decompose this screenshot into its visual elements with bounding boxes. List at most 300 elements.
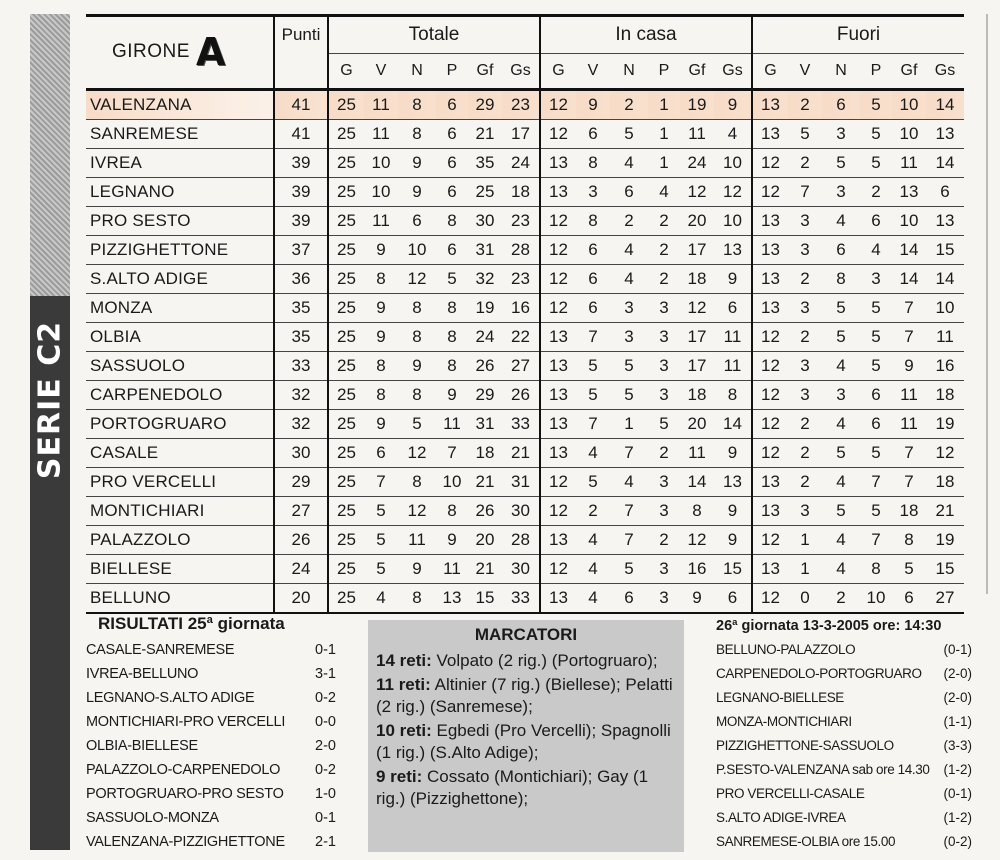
stat-casa-cell: 12 <box>687 530 707 549</box>
stat-totale-cell: 6 <box>412 211 422 230</box>
stat-casa-cell: 12 <box>540 294 576 323</box>
stat-fuori-cell: 5 <box>871 298 881 317</box>
stat-totale-cell: 25 <box>328 265 364 294</box>
stat-totale-cell: 25 <box>475 182 495 201</box>
stat-casa-cell: 5 <box>624 356 634 375</box>
stat-casa-cell: 5 <box>624 124 634 143</box>
group-header-fuori: Fuori <box>752 16 964 54</box>
result-row <box>86 710 336 734</box>
stat-casa-cell: 14 <box>687 472 707 491</box>
stat-fuori-cell: 4 <box>836 356 846 375</box>
stat-casa-cell: 6 <box>727 298 738 317</box>
stat-casa-cell: 13 <box>540 178 576 207</box>
stat-casa-cell: 9 <box>692 588 702 607</box>
table-row <box>86 265 964 294</box>
stat-casa-cell: 12 <box>540 120 576 149</box>
scorers-group <box>376 720 676 764</box>
stat-casa-cell: 13 <box>540 381 576 410</box>
stat-fuori-cell: 13 <box>752 207 788 236</box>
stat-header-totale-gf: Gf <box>476 62 494 79</box>
stat-fuori-cell: 6 <box>871 385 881 404</box>
stat-casa-cell: 11 <box>688 124 706 143</box>
stat-totale-cell: 11 <box>372 124 390 143</box>
stat-totale-cell: 7 <box>376 472 386 491</box>
stat-casa-cell: 7 <box>588 414 598 433</box>
result-score: 1-0 <box>315 786 336 802</box>
stat-casa-cell: 18 <box>687 269 707 288</box>
stat-totale-cell: 8 <box>447 327 457 346</box>
stat-totale-cell: 25 <box>328 439 364 468</box>
scorers-goals-label: 14 reti: <box>376 651 432 670</box>
stat-totale-cell: 19 <box>475 298 495 317</box>
result-score: 0-2 <box>315 690 336 706</box>
stat-casa-cell: 1 <box>648 90 680 120</box>
stat-totale-cell: 24 <box>475 327 495 346</box>
stat-fuori-cell: 18 <box>935 472 955 491</box>
results-title: RISULTATI 25ª giornata <box>98 614 285 633</box>
stat-totale-cell: 9 <box>376 414 386 433</box>
stat-header-fuori-n: N <box>835 62 847 79</box>
stat-totale-cell: 5 <box>412 414 422 433</box>
stat-fuori-cell: 3 <box>800 356 810 375</box>
scorers-panel <box>368 620 684 852</box>
stat-header-fuori-g: G <box>752 54 788 90</box>
stat-totale-cell: 8 <box>412 472 422 491</box>
stat-totale-cell: 32 <box>475 269 495 288</box>
stat-casa-cell: 9 <box>727 443 738 462</box>
stat-totale-cell: 26 <box>511 385 530 404</box>
result-match: PALAZZOLO-CARPENEDOLO <box>86 762 281 778</box>
stat-fuori-cell: 4 <box>836 530 846 549</box>
stat-casa-cell: 14 <box>723 414 742 433</box>
stat-fuori-cell: 16 <box>935 356 955 375</box>
stat-casa-cell: 13 <box>540 149 576 178</box>
stat-fuori-cell: 13 <box>752 236 788 265</box>
stat-fuori-cell: 5 <box>871 327 881 346</box>
stat-fuori-cell: 4 <box>836 472 846 491</box>
result-match: IVREA-BELLUNO <box>86 666 199 682</box>
result-row <box>86 734 336 758</box>
stat-fuori-cell: 7 <box>904 298 914 317</box>
stat-fuori-cell: 15 <box>935 559 955 578</box>
stat-fuori-cell: 3 <box>871 269 881 288</box>
stat-fuori-cell: 7 <box>871 472 881 491</box>
next-match: BELLUNO-PALAZZOLO <box>716 642 856 657</box>
stat-casa-cell: 3 <box>588 182 598 201</box>
team-name: IVREA <box>90 153 143 172</box>
stat-fuori-cell: 5 <box>836 298 846 317</box>
stat-totale-cell: 13 <box>442 588 462 607</box>
stat-casa-cell: 2 <box>659 240 669 259</box>
team-points: 41 <box>274 120 328 149</box>
result-row <box>86 830 336 854</box>
stat-casa-cell: 17 <box>687 327 707 346</box>
stat-totale-cell: 16 <box>511 298 530 317</box>
stat-fuori-cell: 13 <box>752 497 788 526</box>
next-match-row <box>716 686 972 710</box>
stat-fuori-cell: 10 <box>935 298 955 317</box>
stat-fuori-cell: 1 <box>800 559 810 578</box>
stat-casa-cell: 4 <box>624 269 634 288</box>
stat-fuori-cell: 2 <box>800 327 810 346</box>
stat-fuori-cell: 3 <box>836 124 846 143</box>
group-header-in-casa: In casa <box>540 16 752 54</box>
next-match: PIZZIGHETTONE-SASSUOLO <box>716 738 894 753</box>
stat-casa-cell: 3 <box>659 327 669 346</box>
stat-fuori-cell: 13 <box>935 211 955 230</box>
stat-casa-cell: 9 <box>727 501 738 520</box>
previous-result: (1-1) <box>943 714 972 729</box>
next-match-row <box>716 662 972 686</box>
stat-totale-cell: 23 <box>502 90 540 120</box>
stat-casa-cell: 12 <box>687 182 707 201</box>
stat-fuori-cell: 5 <box>836 327 846 346</box>
stat-totale-cell: 5 <box>376 559 386 578</box>
stat-fuori-cell: 18 <box>935 385 955 404</box>
stat-casa-cell: 3 <box>659 588 669 607</box>
stat-totale-cell: 33 <box>511 588 530 607</box>
stat-totale-cell: 33 <box>511 414 530 433</box>
team-points: 24 <box>274 555 328 584</box>
scorers-names: Volpato (2 rig.) (Portogruaro); <box>436 651 658 670</box>
stat-fuori-cell: 11 <box>900 385 918 404</box>
stat-totale-cell: 9 <box>412 356 422 375</box>
team-name: SASSUOLO <box>90 356 186 375</box>
stat-totale-cell: 12 <box>407 269 427 288</box>
next-match-row <box>716 710 972 734</box>
previous-result: (3-3) <box>943 738 972 753</box>
stat-fuori-cell: 3 <box>800 385 810 404</box>
team-points: 20 <box>274 584 328 614</box>
stat-totale-cell: 6 <box>447 240 457 259</box>
team-name: S.ALTO ADIGE <box>90 269 208 288</box>
stat-casa-cell: 16 <box>687 559 707 578</box>
stat-totale-cell: 10 <box>371 153 391 172</box>
stat-totale-cell: 25 <box>328 120 364 149</box>
stat-casa-cell: 6 <box>588 298 598 317</box>
stat-casa-cell: 5 <box>624 385 634 404</box>
result-row <box>86 782 336 806</box>
stat-casa-cell: 13 <box>723 472 742 491</box>
stat-totale-cell: 30 <box>511 559 530 578</box>
team-name: CARPENEDOLO <box>90 385 223 404</box>
team-points: 39 <box>274 207 328 236</box>
result-score: 2-0 <box>315 738 336 754</box>
stat-totale-cell: 17 <box>511 124 530 143</box>
team-points: 33 <box>274 352 328 381</box>
stat-totale-cell: 21 <box>475 472 495 491</box>
table-row <box>86 323 964 352</box>
result-match: VALENZANA-PIZZIGHETTONE <box>86 834 285 850</box>
stat-fuori-cell: 11 <box>936 327 954 346</box>
stat-fuori-cell: 4 <box>836 414 846 433</box>
stat-fuori-cell: 2 <box>800 153 810 172</box>
stat-casa-cell: 8 <box>588 211 598 230</box>
result-row <box>86 686 336 710</box>
next-match-row <box>716 830 972 854</box>
result-row <box>86 638 336 662</box>
stat-totale-cell: 11 <box>443 559 461 578</box>
team-name: VALENZANA <box>86 90 274 120</box>
next-match: S.ALTO ADIGE-IVREA <box>716 810 846 825</box>
stat-casa-cell: 10 <box>723 153 742 172</box>
stat-totale-cell: 8 <box>398 90 436 120</box>
stat-fuori-cell: 2 <box>871 182 881 201</box>
table-row <box>86 120 964 149</box>
stat-casa-cell: 2 <box>659 443 669 462</box>
stat-fuori-cell: 5 <box>871 356 881 375</box>
next-match-row <box>716 638 972 662</box>
next-match: P.SESTO-VALENZANA sab ore 14.30 <box>716 762 930 777</box>
stat-fuori-cell: 8 <box>836 269 846 288</box>
stat-casa-cell: 12 <box>540 468 576 497</box>
result-match: OLBIA-BIELLESE <box>86 738 198 754</box>
table-row <box>86 439 964 468</box>
next-match: PRO VERCELLI-CASALE <box>716 786 865 801</box>
stat-casa-cell: 1 <box>624 414 634 433</box>
stat-fuori-cell: 12 <box>752 439 788 468</box>
stat-header-totale-gs: Gs <box>510 62 531 79</box>
stat-fuori-cell: 7 <box>904 327 914 346</box>
stat-fuori-cell: 6 <box>822 90 860 120</box>
stat-fuori-cell: 5 <box>871 501 881 520</box>
table-row <box>86 410 964 439</box>
stat-header-fuori-gs: Gs <box>934 62 956 79</box>
stat-casa-cell: 13 <box>540 439 576 468</box>
stat-casa-cell: 7 <box>624 530 634 549</box>
next-match-row <box>716 806 972 830</box>
stat-fuori-cell: 18 <box>899 501 919 520</box>
stat-casa-cell: 3 <box>659 356 669 375</box>
stat-fuori-cell: 10 <box>899 211 919 230</box>
stat-totale-cell: 23 <box>511 269 530 288</box>
stat-fuori-cell: 12 <box>752 584 788 614</box>
previous-result: (2-0) <box>943 666 972 681</box>
next-match-row <box>716 782 972 806</box>
next-match: MONZA-MONTICHIARI <box>716 714 852 729</box>
next-match: CARPENEDOLO-PORTOGRUARO <box>716 666 922 681</box>
stat-header-totale-p: P <box>446 62 458 79</box>
stat-totale-cell: 8 <box>412 385 422 404</box>
stat-totale-cell: 9 <box>447 385 457 404</box>
series-label: SERIE C2 <box>32 320 68 480</box>
stat-fuori-cell: 10 <box>892 90 926 120</box>
stat-totale-cell: 31 <box>511 472 530 491</box>
stat-fuori-cell: 3 <box>836 182 846 201</box>
stat-fuori-cell: 5 <box>871 153 881 172</box>
group-header-totale: Totale <box>328 16 540 54</box>
stat-totale-cell: 25 <box>328 381 364 410</box>
stat-casa-cell: 9 <box>576 90 610 120</box>
stat-casa-cell: 3 <box>659 559 669 578</box>
stat-totale-cell: 23 <box>511 211 530 230</box>
next-match-row <box>716 734 972 758</box>
scorers-goals-label: 9 reti: <box>376 767 423 786</box>
stat-fuori-cell: 2 <box>800 443 810 462</box>
result-match: SASSUOLO-MONZA <box>86 810 219 826</box>
scorers-names: Altinier (7 rig.) (Biellese); Pelatti (2 rig.) (Sanremese); <box>376 675 673 716</box>
stat-totale-cell: 8 <box>376 385 386 404</box>
stat-casa-cell: 8 <box>727 385 738 404</box>
stat-casa-cell: 12 <box>723 182 742 201</box>
stat-fuori-cell: 12 <box>752 178 788 207</box>
stat-fuori-cell: 13 <box>752 90 788 120</box>
team-name: SANREMESE <box>90 124 199 143</box>
result-score: 0-1 <box>315 810 336 826</box>
stat-casa-cell: 20 <box>687 414 707 433</box>
stat-fuori-cell: 12 <box>752 410 788 439</box>
stat-casa-cell: 12 <box>540 497 576 526</box>
stat-totale-cell: 18 <box>511 182 530 201</box>
stat-totale-cell: 22 <box>511 327 530 346</box>
stat-fuori-cell: 13 <box>752 294 788 323</box>
result-match: MONTICHIARI-PRO VERCELLI <box>86 714 286 730</box>
stat-casa-cell: 6 <box>588 269 598 288</box>
stat-fuori-cell: 15 <box>935 240 955 259</box>
stat-casa-cell: 6 <box>727 588 738 607</box>
stat-casa-cell: 13 <box>540 410 576 439</box>
team-name: PRO SESTO <box>90 211 191 230</box>
stat-casa-cell: 12 <box>540 90 576 120</box>
stat-fuori-cell: 13 <box>935 124 955 143</box>
scorers-goals-label: 11 reti: <box>376 675 431 694</box>
stat-totale-cell: 9 <box>376 240 386 259</box>
team-points: 39 <box>274 178 328 207</box>
stat-fuori-cell: 2 <box>836 588 846 607</box>
stat-fuori-cell: 5 <box>871 443 881 462</box>
stat-totale-cell: 30 <box>475 211 495 230</box>
stat-totale-cell: 5 <box>447 269 457 288</box>
stat-casa-cell: 5 <box>659 414 669 433</box>
stat-fuori-cell: 5 <box>836 443 846 462</box>
team-name: PIZZIGHETTONE <box>90 240 229 259</box>
table-row <box>86 207 964 236</box>
stat-fuori-cell: 3 <box>800 240 810 259</box>
stat-totale-cell: 21 <box>475 124 495 143</box>
stat-fuori-cell: 5 <box>860 90 892 120</box>
stat-casa-cell: 2 <box>624 211 634 230</box>
result-match: CASALE-SANREMESE <box>86 642 235 658</box>
stat-totale-cell: 10 <box>407 240 427 259</box>
table-row <box>86 236 964 265</box>
stat-casa-cell: 2 <box>588 501 598 520</box>
stat-casa-cell: 10 <box>723 211 742 230</box>
stat-casa-cell: 5 <box>588 356 598 375</box>
stat-totale-cell: 25 <box>328 178 364 207</box>
stat-casa-cell: 17 <box>687 356 707 375</box>
stat-totale-cell: 8 <box>376 356 386 375</box>
stat-casa-cell: 12 <box>687 298 707 317</box>
stat-totale-cell: 25 <box>328 323 364 352</box>
stat-header-casa-gf: Gf <box>688 62 706 79</box>
stat-header-totale-g: G <box>328 54 364 90</box>
stat-casa-cell: 24 <box>687 153 707 172</box>
stat-fuori-cell: 13 <box>752 468 788 497</box>
stat-totale-cell: 8 <box>447 298 457 317</box>
result-score: 0-1 <box>315 642 336 658</box>
stat-casa-cell: 6 <box>624 588 634 607</box>
stat-totale-cell: 15 <box>475 588 495 607</box>
stat-casa-cell: 11 <box>723 327 742 346</box>
stat-totale-cell: 5 <box>376 530 386 549</box>
stat-fuori-cell: 14 <box>926 90 964 120</box>
stat-casa-cell: 2 <box>659 269 669 288</box>
team-points: 35 <box>274 323 328 352</box>
stat-fuori-cell: 27 <box>935 588 955 607</box>
stat-totale-cell: 10 <box>442 472 462 491</box>
stat-totale-cell: 11 <box>443 414 461 433</box>
team-name: PRO VERCELLI <box>90 472 217 491</box>
stat-casa-cell: 3 <box>624 327 634 346</box>
table-row <box>86 555 964 584</box>
stat-casa-cell: 11 <box>688 443 706 462</box>
stat-totale-cell: 27 <box>511 356 530 375</box>
stat-fuori-cell: 3 <box>800 211 810 230</box>
stat-fuori-cell: 4 <box>836 559 846 578</box>
stat-totale-cell: 8 <box>447 501 457 520</box>
stat-casa-cell: 6 <box>588 240 598 259</box>
stat-casa-cell: 15 <box>723 559 742 578</box>
table-row <box>86 178 964 207</box>
table-row <box>86 468 964 497</box>
stat-totale-cell: 12 <box>407 443 427 462</box>
scorers-group <box>376 674 676 718</box>
table-row <box>86 497 964 526</box>
stat-header-totale-v: V <box>375 62 387 79</box>
stat-totale-cell: 11 <box>408 530 426 549</box>
stat-casa-cell: 8 <box>692 501 702 520</box>
stat-fuori-cell: 12 <box>752 381 788 410</box>
result-match: PORTOGRUARO-PRO SESTO <box>86 786 284 802</box>
stat-fuori-cell: 5 <box>836 153 846 172</box>
stat-fuori-cell: 6 <box>871 211 881 230</box>
stat-fuori-cell: 14 <box>899 269 919 288</box>
stat-fuori-cell: 6 <box>904 588 914 607</box>
stat-fuori-cell: 3 <box>800 501 810 520</box>
stat-totale-cell: 29 <box>468 90 502 120</box>
stat-casa-cell: 4 <box>624 153 634 172</box>
stat-casa-cell: 1 <box>659 153 669 172</box>
stat-fuori-cell: 11 <box>900 414 918 433</box>
stat-header-fuori-p: P <box>870 62 882 79</box>
team-points: 36 <box>274 265 328 294</box>
stat-casa-cell: 4 <box>727 124 738 143</box>
stat-fuori-cell: 7 <box>904 443 914 462</box>
stat-fuori-cell: 6 <box>836 240 846 259</box>
table-row <box>86 584 964 614</box>
result-score: 0-0 <box>315 714 336 730</box>
stat-totale-cell: 9 <box>376 327 386 346</box>
stat-totale-cell: 21 <box>475 559 495 578</box>
stat-totale-cell: 26 <box>475 501 495 520</box>
team-points: 37 <box>274 236 328 265</box>
stat-fuori-cell: 10 <box>899 124 919 143</box>
scorers-goals-label: 10 reti: <box>376 721 432 740</box>
stat-fuori-cell: 21 <box>935 501 955 520</box>
stat-header-fuori-gf: Gf <box>900 62 918 79</box>
stat-casa-cell: 7 <box>588 327 598 346</box>
stat-fuori-cell: 13 <box>752 555 788 584</box>
girone-letter: A <box>195 30 226 75</box>
stat-casa-cell: 13 <box>723 240 742 259</box>
stat-totale-cell: 25 <box>328 468 364 497</box>
stat-totale-cell: 6 <box>447 153 457 172</box>
stat-totale-cell: 25 <box>328 497 364 526</box>
stat-casa-cell: 3 <box>659 385 669 404</box>
stat-fuori-cell: 2 <box>800 269 810 288</box>
stat-totale-cell: 30 <box>511 501 530 520</box>
stat-casa-cell: 3 <box>624 298 634 317</box>
